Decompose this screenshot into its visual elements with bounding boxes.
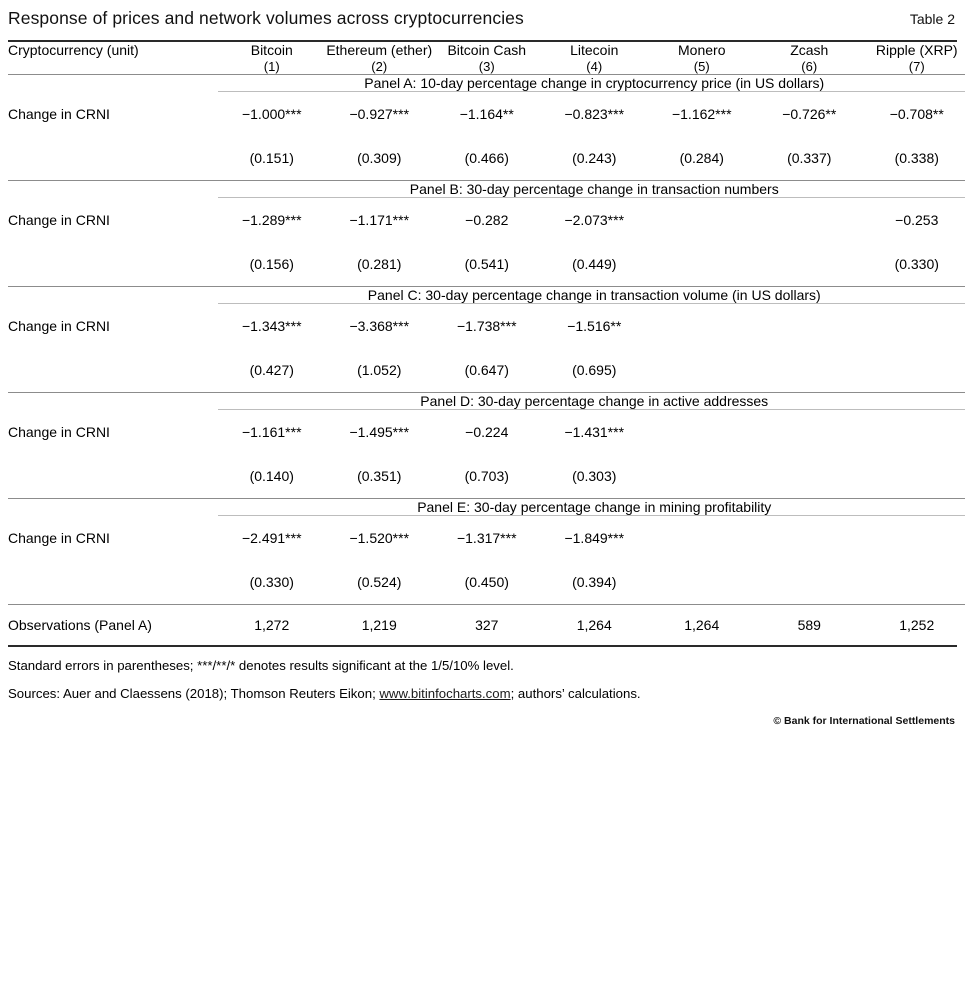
se-e-1: (0.330) <box>249 573 294 590</box>
se-c-6 <box>756 348 864 393</box>
se-c-5 <box>648 348 756 393</box>
panel-title-b: Panel B: 30-day percentage change in transaction numbers <box>409 180 779 197</box>
cell-c-1: −1.343*** <box>241 317 302 334</box>
cell-c-6 <box>756 304 864 348</box>
row-label-panel-c: Change in CRNI <box>8 317 110 334</box>
cell-a-7: −0.708** <box>889 105 944 122</box>
title-row <box>8 0 957 40</box>
se-e-3: (0.450) <box>464 573 509 590</box>
se-d-4: (0.303) <box>572 467 617 484</box>
cell-c-4: −1.516** <box>567 317 622 334</box>
cell-e-1: −2.491*** <box>241 529 302 546</box>
column-number-5: (5) <box>693 58 710 74</box>
se-c-7 <box>863 348 965 393</box>
observations-4: 1,264 <box>576 616 612 633</box>
panel-b-stderr-row <box>8 242 965 287</box>
cell-e-7 <box>863 516 965 560</box>
column-header-ethereum: Ethereum (ether) <box>326 42 433 58</box>
panel-title-row-b <box>8 181 965 198</box>
panel-d-coefficient-row <box>8 410 965 454</box>
row-label-panel-e: Change in CRNI <box>8 529 110 546</box>
panel-e-stderr-row <box>8 560 965 605</box>
column-header-monero: Monero <box>678 42 726 58</box>
se-b-5 <box>648 242 756 287</box>
observations-5: 1,264 <box>684 616 720 633</box>
cell-c-7 <box>863 304 965 348</box>
column-header-bitcoin: Bitcoin <box>250 42 293 58</box>
row-header-label: Cryptocurrency (unit) <box>8 42 139 59</box>
observations-label: Observations (Panel A) <box>8 616 152 633</box>
cell-d-1: −1.161*** <box>241 423 302 440</box>
se-a-6: (0.337) <box>787 149 832 166</box>
page-title: Response of prices and network volumes across cryptocurrencies <box>8 8 524 28</box>
panel-title-c: Panel C: 30-day percentage change in transaction volume (in US dollars) <box>367 286 821 303</box>
panel-title-row-d <box>8 393 965 410</box>
se-e-2: (0.524) <box>357 573 402 590</box>
cell-d-4: −1.431*** <box>564 423 625 440</box>
panel-title-a: Panel A: 10-day percentage change in cryptocurrency price (in US dollars) <box>364 74 825 91</box>
footnote-sources <box>8 675 957 703</box>
se-b-7: (0.330) <box>894 255 939 272</box>
se-e-4: (0.394) <box>572 573 617 590</box>
column-header-zcash: Zcash <box>790 42 829 58</box>
cell-a-1: −1.000*** <box>241 105 302 122</box>
sources-suffix: ; authors’ calculations. <box>510 685 641 701</box>
column-header-litecoin: Litecoin <box>570 42 619 58</box>
se-d-5 <box>648 454 756 499</box>
se-d-2: (0.351) <box>357 467 402 484</box>
panel-title-row-e <box>8 499 965 516</box>
footnote-standard-errors: Standard errors in parentheses; ***/**/* denotes results significant at the 1/5/10% level. <box>8 657 514 673</box>
table-header-row <box>8 42 965 59</box>
se-c-1: (0.427) <box>249 361 294 378</box>
cell-e-3: −1.317*** <box>456 529 517 546</box>
cell-d-7 <box>863 410 965 454</box>
cell-b-7: −0.253 <box>895 211 939 228</box>
column-number-4: (4) <box>586 58 603 74</box>
cell-d-5 <box>648 410 756 454</box>
row-label-panel-d: Change in CRNI <box>8 423 110 440</box>
cell-c-3: −1.738*** <box>456 317 517 334</box>
observations-6: 589 <box>797 616 821 633</box>
results-table <box>8 42 965 645</box>
se-a-7: (0.338) <box>894 149 939 166</box>
se-c-2: (1.052) <box>357 361 402 378</box>
row-label-panel-a: Change in CRNI <box>8 105 110 122</box>
observations-7: 1,252 <box>899 616 935 633</box>
observations-1: 1,272 <box>254 616 290 633</box>
panel-title-e: Panel E: 30-day percentage change in mining profitability <box>417 498 772 515</box>
se-e-7 <box>863 560 965 605</box>
se-d-6 <box>756 454 864 499</box>
panel-title-row-a <box>8 75 965 92</box>
cell-a-2: −0.927*** <box>349 105 410 122</box>
observations-3: 327 <box>475 616 499 633</box>
panel-c-stderr-row <box>8 348 965 393</box>
se-b-6 <box>756 242 864 287</box>
column-number-6: (6) <box>801 58 818 74</box>
cell-d-3: −0.224 <box>465 423 509 440</box>
panel-e-coefficient-row <box>8 516 965 560</box>
se-a-1: (0.151) <box>249 149 294 166</box>
footnotes <box>8 647 957 703</box>
cell-a-5: −1.162*** <box>671 105 732 122</box>
cell-a-4: −0.823*** <box>564 105 625 122</box>
se-b-3: (0.541) <box>464 255 509 272</box>
se-b-1: (0.156) <box>249 255 294 272</box>
column-header-ripple: Ripple (XRP) <box>875 42 958 58</box>
panel-title-d: Panel D: 30-day percentage change in active addresses <box>420 392 769 409</box>
se-a-4: (0.243) <box>572 149 617 166</box>
se-a-3: (0.466) <box>464 149 509 166</box>
column-number-7: (7) <box>908 58 925 74</box>
cell-e-2: −1.520*** <box>349 529 410 546</box>
column-number-spacer <box>8 59 218 75</box>
se-d-7 <box>863 454 965 499</box>
se-e-6 <box>756 560 864 605</box>
cell-a-3: −1.164** <box>459 105 514 122</box>
cell-d-6 <box>756 410 864 454</box>
cell-d-2: −1.495*** <box>349 423 410 440</box>
observations-2: 1,219 <box>361 616 397 633</box>
se-e-5 <box>648 560 756 605</box>
cell-a-6: −0.726** <box>782 105 837 122</box>
cell-e-4: −1.849*** <box>564 529 625 546</box>
se-d-1: (0.140) <box>249 467 294 484</box>
se-b-2: (0.281) <box>357 255 402 272</box>
panel-b-coefficient-row <box>8 198 965 242</box>
row-label-panel-b: Change in CRNI <box>8 211 110 228</box>
panel-d-stderr-row <box>8 454 965 499</box>
se-a-2: (0.309) <box>357 149 402 166</box>
table-number: Table 2 <box>909 11 955 27</box>
cell-b-5 <box>648 198 756 242</box>
column-header-bitcoin-cash: Bitcoin Cash <box>447 42 527 58</box>
se-d-3: (0.703) <box>464 467 509 484</box>
column-number-row <box>8 59 965 75</box>
column-number-2: (2) <box>371 58 388 74</box>
panel-a-coefficient-row <box>8 92 965 136</box>
se-c-3: (0.647) <box>464 361 509 378</box>
cell-e-5 <box>648 516 756 560</box>
copyright-notice: © Bank for International Settlements <box>773 715 955 728</box>
cell-b-2: −1.171*** <box>349 211 410 228</box>
cell-b-3: −0.282 <box>465 211 509 228</box>
se-c-4: (0.695) <box>572 361 617 378</box>
cell-b-1: −1.289*** <box>241 211 302 228</box>
sources-prefix: Sources: Auer and Claessens (2018); Thomson Reuters Eikon; <box>8 685 380 701</box>
column-number-3: (3) <box>478 58 495 74</box>
column-number-1: (1) <box>263 58 280 74</box>
se-b-4: (0.449) <box>572 255 617 272</box>
cell-e-6 <box>756 516 864 560</box>
sources-link[interactable]: www.bitinfocharts.com <box>379 685 511 701</box>
cell-c-5 <box>648 304 756 348</box>
cell-b-6 <box>756 198 864 242</box>
observations-row <box>8 605 965 645</box>
cell-b-4: −2.073*** <box>564 211 625 228</box>
se-a-5: (0.284) <box>679 149 724 166</box>
panel-a-stderr-row <box>8 136 965 181</box>
panel-c-coefficient-row <box>8 304 965 348</box>
cell-c-2: −3.368*** <box>349 317 410 334</box>
panel-title-row-c <box>8 287 965 304</box>
